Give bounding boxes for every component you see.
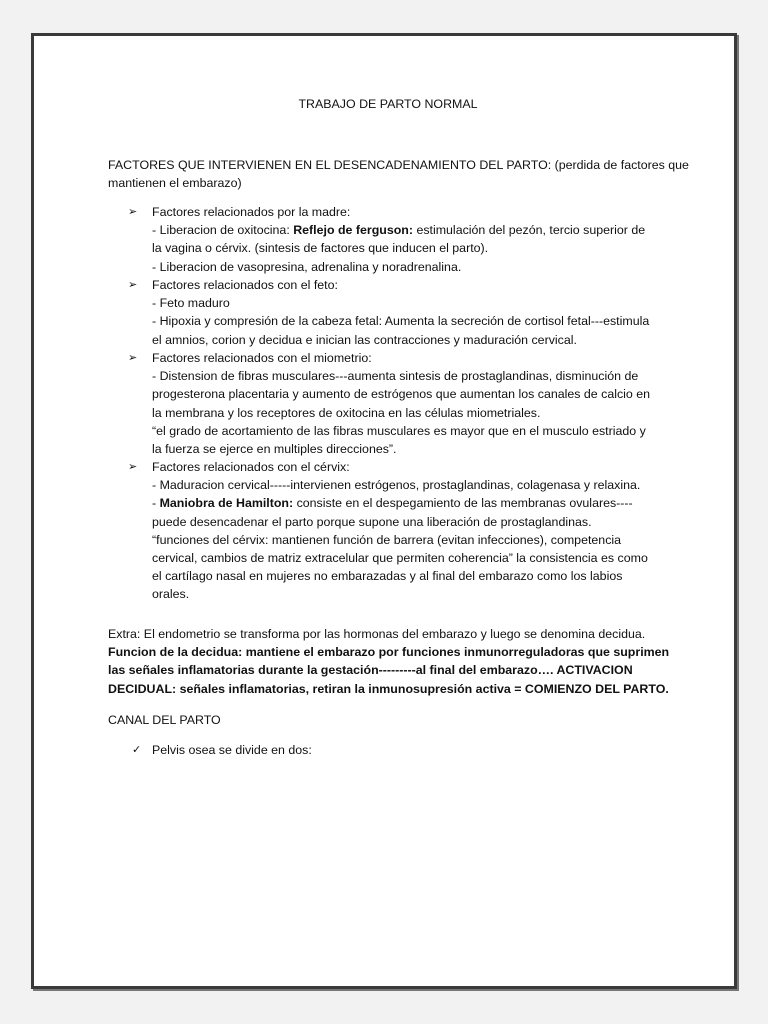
text-line: - Maniobra de Hamilton: consiste en el despegamiento de las membranas ovulares---- <box>152 496 633 511</box>
arrow-bullet-icon: ➢ <box>128 461 138 473</box>
arrow-bullet-icon: ➢ <box>128 352 138 364</box>
text-line: - Hipoxia y compresión de la cabeza fetal: Aumenta la secreción de cortisol fetal---estimula <box>152 314 650 329</box>
text-line: el cartílago nasal en mujeres no embarazadas y al final del embarazo como los labios <box>152 569 623 584</box>
text-line: orales. <box>152 587 190 602</box>
factor-feto <box>152 276 672 349</box>
factor-cervix <box>152 458 672 604</box>
text-line: el amnios, corion y decidua e inician las contracciones y maduración cervical. <box>152 332 577 347</box>
section-heading-canal: CANAL DEL PARTO <box>108 713 221 727</box>
factor-miometrio <box>152 349 672 458</box>
extra-line: Funcion de la decidua: mantiene el embarazo por funciones inmunorreguladoras que suprimen <box>108 645 670 660</box>
text-line: la membrana y los receptores de oxitocina en las células miometriales. <box>152 405 541 420</box>
extra-line: las señales inflamatorias durante la gestación---------al final del embarazo…. ACTIVACION <box>108 663 633 678</box>
text-line: - Liberacion de vasopresina, adrenalina y noradrenalina. <box>152 259 462 274</box>
factor-madre <box>152 203 672 276</box>
factor-heading: Factores relacionados con el cérvix: <box>152 460 350 474</box>
intro-line: mantienen el embarazo) <box>108 176 242 191</box>
check-bullet-icon: ✓ <box>132 744 142 756</box>
text-line: “el grado de acortamiento de las fibras musculares es mayor que en el musculo estriado y <box>152 423 646 438</box>
extra-paragraph <box>108 625 669 698</box>
intro-line: FACTORES QUE INTERVIENEN EN EL DESENCADENAMIENTO DEL PARTO: (perdida de factores que <box>108 158 689 172</box>
arrow-bullet-icon: ➢ <box>128 279 138 291</box>
text-line: la fuerza se ejerce en multiples direcciones”. <box>152 442 397 457</box>
document-title: TRABAJO DE PARTO NORMAL <box>298 97 478 111</box>
text-line: cervical, cambios de matriz extracelular que permiten coherencia” la consistencia es como <box>152 551 648 566</box>
text-line: la vagina o cérvix. (sintesis de factores que inducen el parto). <box>152 241 489 256</box>
document-page <box>31 33 737 989</box>
text-line: - Maduracion cervical-----intervienen estrógenos, prostaglandinas, colagenasa y relaxina. <box>152 478 641 493</box>
factor-heading: Factores relacionados por la madre: <box>152 205 351 219</box>
extra-line: DECIDUAL: señales inflamatorias, retiran la inmunosupresión activa = COMIENZO DEL PARTO. <box>108 681 669 696</box>
text-line: progesterona placentaria y aumento de estrógenos que aumentan los canales de calcio en <box>152 387 651 402</box>
text-line: - Feto maduro <box>152 296 230 311</box>
text-line: - Distension de fibras musculares---aumenta sintesis de prostaglandinas, disminución de <box>152 369 639 384</box>
pelvis-item: Pelvis osea se divide en dos: <box>152 743 312 757</box>
factor-heading: Factores relacionados con el miometrio: <box>152 351 372 365</box>
text-line: - Liberacion de oxitocina: Reflejo de ferguson: estimulación del pezón, tercio superior de <box>152 223 646 238</box>
text-line: “funciones del cérvix: mantienen función de barrera (evitan infecciones), competencia <box>152 532 622 547</box>
intro-paragraph <box>108 156 689 192</box>
text-line: puede desencadenar el parto porque supone una liberación de prostaglandinas. <box>152 514 592 529</box>
arrow-bullet-icon: ➢ <box>128 206 138 218</box>
factor-heading: Factores relacionados con el feto: <box>152 278 338 292</box>
extra-line: Extra: El endometrio se transforma por las hormonas del embarazo y luego se denomina decidua. <box>108 627 646 641</box>
